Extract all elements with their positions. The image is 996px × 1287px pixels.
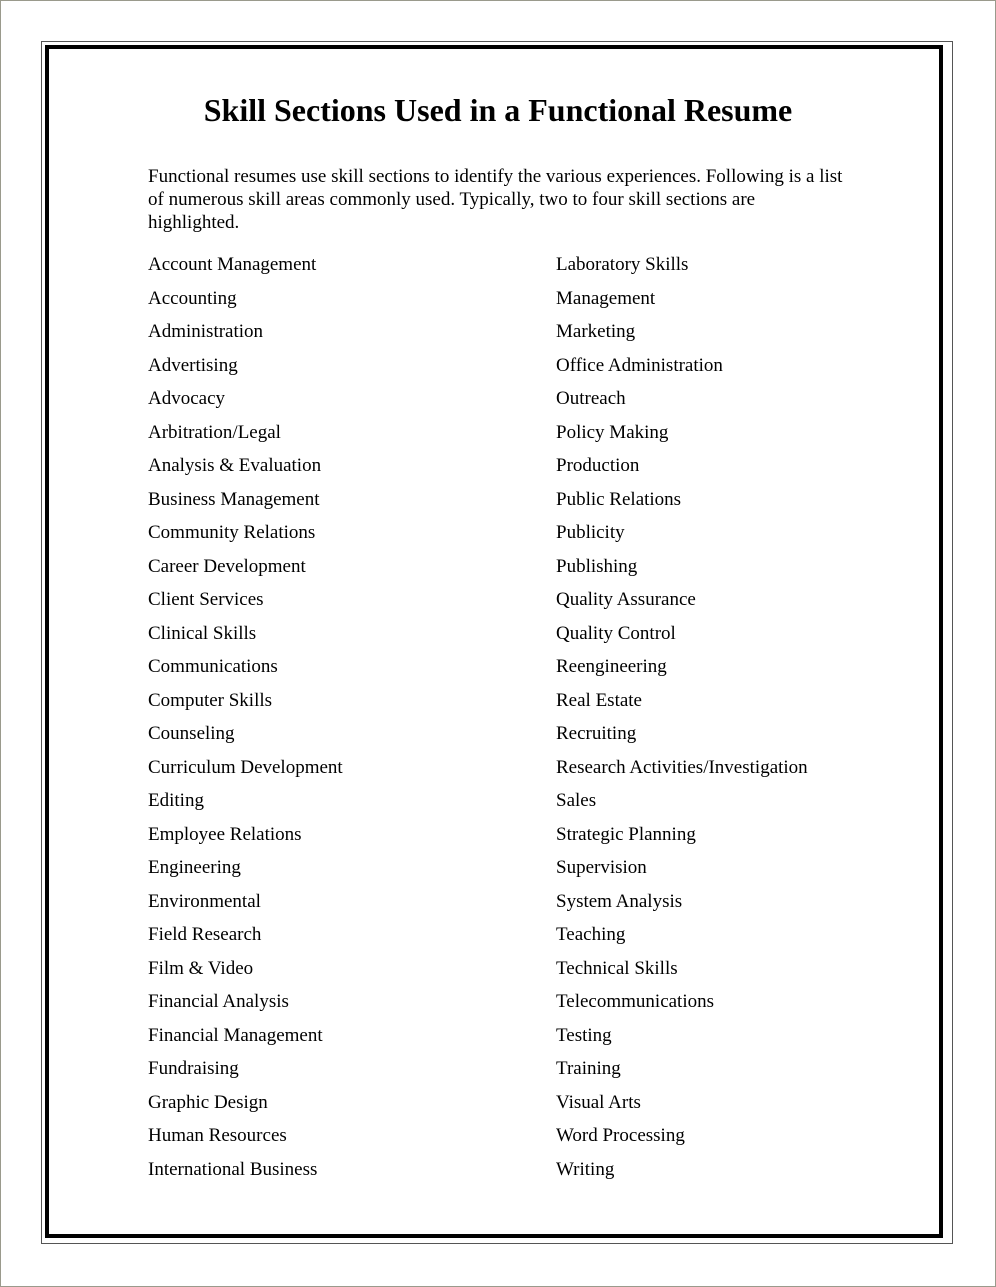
skill-item: Teaching	[556, 924, 626, 945]
skill-item: Technical Skills	[556, 957, 678, 979]
skill-item: Business Management	[148, 488, 320, 510]
document-title: Skill Sections Used in a Functional Resume	[203, 92, 793, 128]
skill-item: Graphic Design	[148, 1091, 268, 1113]
skill-item: Laboratory Skills	[556, 254, 689, 275]
skill-item: Production	[556, 455, 640, 476]
skill-item: Computer Skills	[148, 689, 273, 711]
skill-item: Telecommunications	[556, 991, 715, 1012]
skill-item: Reengineering	[556, 656, 667, 677]
skill-item: Clinical Skills	[148, 622, 257, 644]
skill-item: Publicity	[556, 522, 625, 543]
skill-item: Word Processing	[556, 1125, 685, 1146]
skill-item: Field Research	[148, 924, 262, 945]
skill-item: Strategic Planning	[556, 823, 696, 845]
skill-item: Testing	[556, 1024, 612, 1046]
skill-item: Quality Control	[556, 622, 676, 644]
skill-item: Counseling	[148, 723, 235, 744]
skill-item: Supervision	[556, 857, 647, 878]
skill-item: Client Services	[148, 589, 264, 610]
skill-item: Visual Arts	[556, 1091, 641, 1113]
skill-item: System Analysis	[556, 890, 683, 912]
skill-item: Fundraising	[148, 1058, 239, 1079]
skill-item: Editing	[148, 790, 204, 811]
intro-paragraph: Functional resumes use skill sections to identify the various experiences. Following is a list of numerous skill areas commonly used. Typically, two to four skill sections are highlighted.	[148, 166, 843, 233]
skill-item: Policy Making	[556, 421, 669, 443]
skill-item: Publishing	[556, 555, 638, 577]
skill-item: Public Relations	[556, 488, 682, 510]
skill-item: Writing	[556, 1158, 615, 1180]
skill-item: Environmental	[148, 890, 261, 912]
skill-item: Account Management	[148, 254, 317, 275]
skill-item: Advocacy	[148, 388, 226, 409]
skill-item: International Business	[148, 1158, 318, 1180]
skill-item: Marketing	[556, 321, 636, 342]
skills-column-right	[556, 251, 808, 1189]
skill-item: Financial Analysis	[148, 991, 289, 1012]
skill-item: Sales	[556, 790, 597, 811]
skill-item: Employee Relations	[148, 823, 302, 845]
skill-item: Real Estate	[556, 689, 642, 711]
skill-item: Accounting	[148, 287, 237, 309]
skill-item: Curriculum Development	[148, 756, 343, 778]
skill-item: Community Relations	[148, 522, 316, 543]
skill-item: Engineering	[148, 857, 241, 878]
skill-item: Management	[556, 287, 656, 309]
skill-item: Human Resources	[148, 1125, 287, 1146]
skill-item: Administration	[148, 321, 264, 342]
skill-item: Financial Management	[148, 1024, 323, 1046]
skill-item: Recruiting	[556, 723, 637, 744]
skills-column-left	[148, 251, 343, 1189]
skill-item: Film & Video	[148, 957, 254, 979]
skill-item: Quality Assurance	[556, 589, 696, 610]
skill-item: Advertising	[148, 354, 238, 376]
skill-item: Communications	[148, 656, 278, 677]
skill-item: Career Development	[148, 555, 306, 577]
skill-item: Research Activities/Investigation	[556, 756, 808, 778]
skill-item: Analysis & Evaluation	[148, 455, 322, 476]
skill-item: Office Administration	[556, 354, 723, 376]
skill-item: Training	[556, 1058, 621, 1079]
skill-item: Outreach	[556, 388, 626, 409]
skill-item: Arbitration/Legal	[148, 421, 281, 443]
